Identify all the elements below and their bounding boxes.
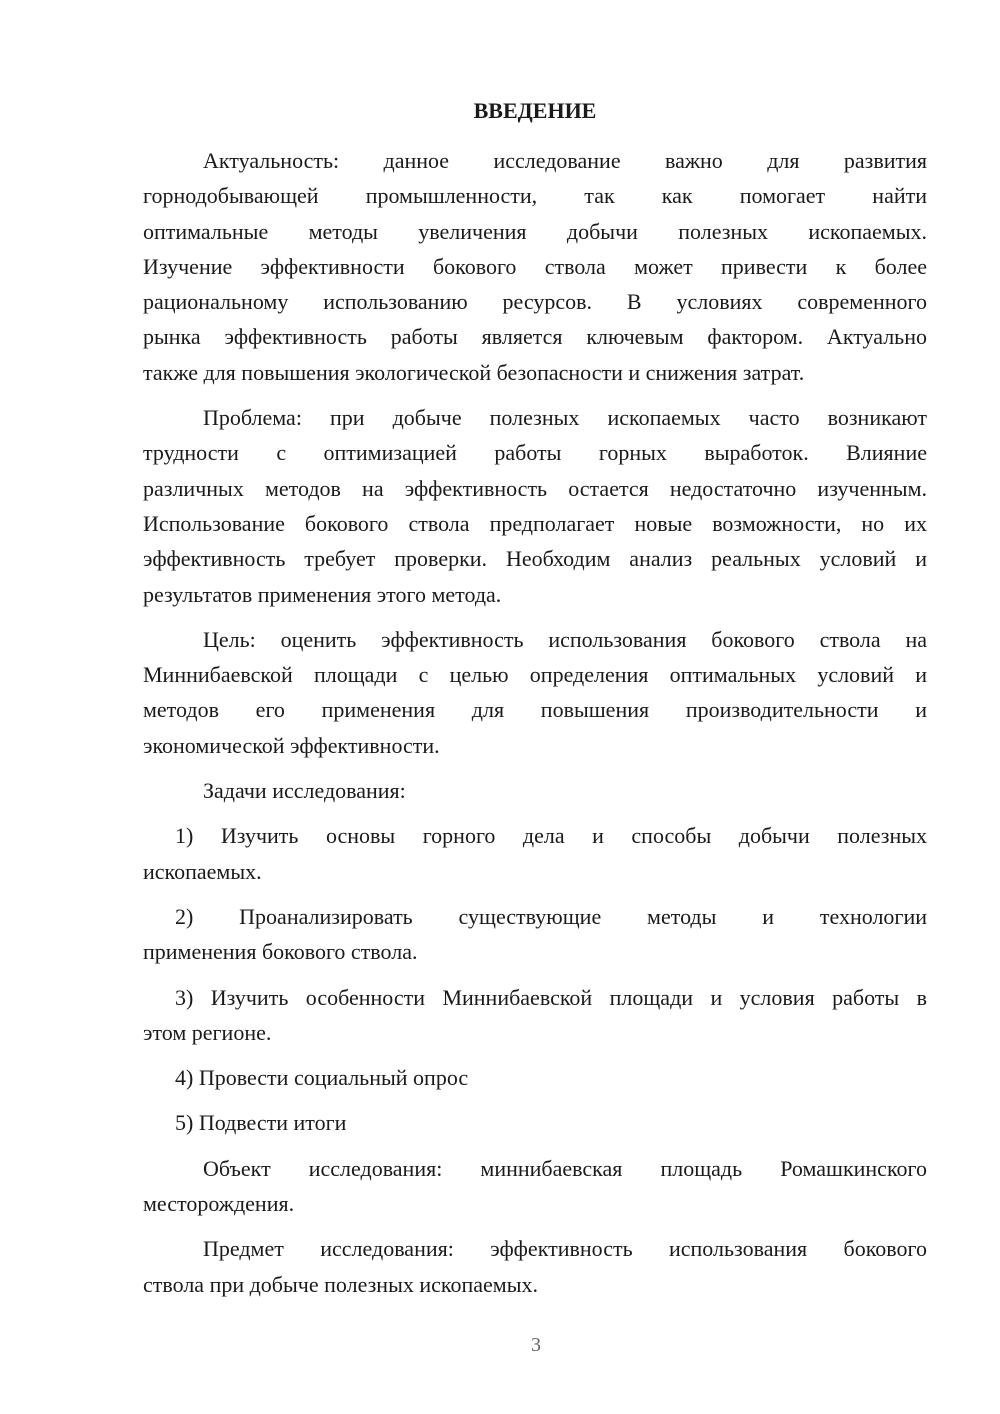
- list-item: [143, 1060, 927, 1095]
- page-number: 3: [531, 1334, 541, 1356]
- paragraph: [143, 1231, 927, 1302]
- text-line: методов его применения для повышения производительности и: [143, 697, 927, 723]
- document-page: [143, 93, 927, 1312]
- text-line: Цель: оценить эффективность использования бокового ствола на: [203, 626, 927, 652]
- text-line: различных методов на эффективность остается недостаточно изученным.: [143, 475, 927, 501]
- text-line: Миннибаевской площади с целью определения оптимальных условий и: [143, 662, 927, 688]
- text-line: этом регионе.: [143, 1019, 272, 1045]
- list-item: [143, 1105, 927, 1140]
- paragraph: [143, 622, 927, 763]
- text-line: 3) Изучить особенности Миннибаевской площади и условия работы в: [175, 984, 927, 1010]
- text-line: применения бокового ствола.: [143, 939, 418, 965]
- text-line: 2) Проанализировать существующие методы и технологии: [175, 903, 927, 929]
- text-line: экономической эффективности.: [143, 732, 440, 758]
- text-line: Предмет исследования: эффективность использования бокового: [203, 1236, 927, 1262]
- paragraph: [143, 773, 927, 808]
- text-line: Задачи исследования:: [203, 778, 406, 804]
- list-item: [143, 980, 927, 1051]
- list-item: [143, 818, 927, 889]
- document-body: [143, 143, 927, 1302]
- text-line: 4) Провести социальный опрос: [175, 1065, 469, 1091]
- text-line: эффективность требует проверки. Необходим анализ реальных условий и: [143, 546, 927, 572]
- section-title: ВВЕДЕНИЕ: [473, 98, 597, 123]
- text-line: рациональному использованию ресурсов. В условиях современного: [143, 289, 927, 315]
- text-line: результатов применения этого метода.: [143, 581, 502, 607]
- text-line: ископаемых.: [143, 858, 262, 884]
- paragraph: [143, 143, 927, 390]
- text-line: также для повышения экологической безопасности и снижения затрат.: [143, 359, 805, 385]
- text-line: Актуальность: данное исследование важно для развития: [203, 148, 927, 173]
- text-line: 1) Изучить основы горного дела и способы добычи полезных: [175, 823, 927, 849]
- text-line: Объект исследования: миннибаевская площадь Ромашкинского: [203, 1155, 927, 1181]
- text-line: оптимальные методы увеличения добычи полезных ископаемых.: [143, 218, 927, 244]
- text-line: горнодобывающей промышленности, так как помогает найти: [143, 183, 927, 209]
- text-line: месторождения.: [143, 1191, 295, 1217]
- paragraph: [143, 400, 927, 612]
- text-line: Изучение эффективности бокового ствола может привести к более: [143, 253, 927, 279]
- text-line: трудности с оптимизацией работы горных выработок. Влияние: [143, 440, 927, 466]
- text-line: 5) Подвести итоги: [175, 1110, 347, 1136]
- list-item: [143, 899, 927, 970]
- text-line: ствола при добыче полезных ископаемых.: [143, 1271, 538, 1297]
- text-line: рынка эффективность работы является ключевым фактором. Актуально: [143, 324, 927, 350]
- text-line: Проблема: при добыче полезных ископаемых часто возникают: [203, 405, 927, 431]
- paragraph: [143, 1151, 927, 1222]
- text-line: Использование бокового ствола предполагает новые возможности, но их: [143, 510, 927, 536]
